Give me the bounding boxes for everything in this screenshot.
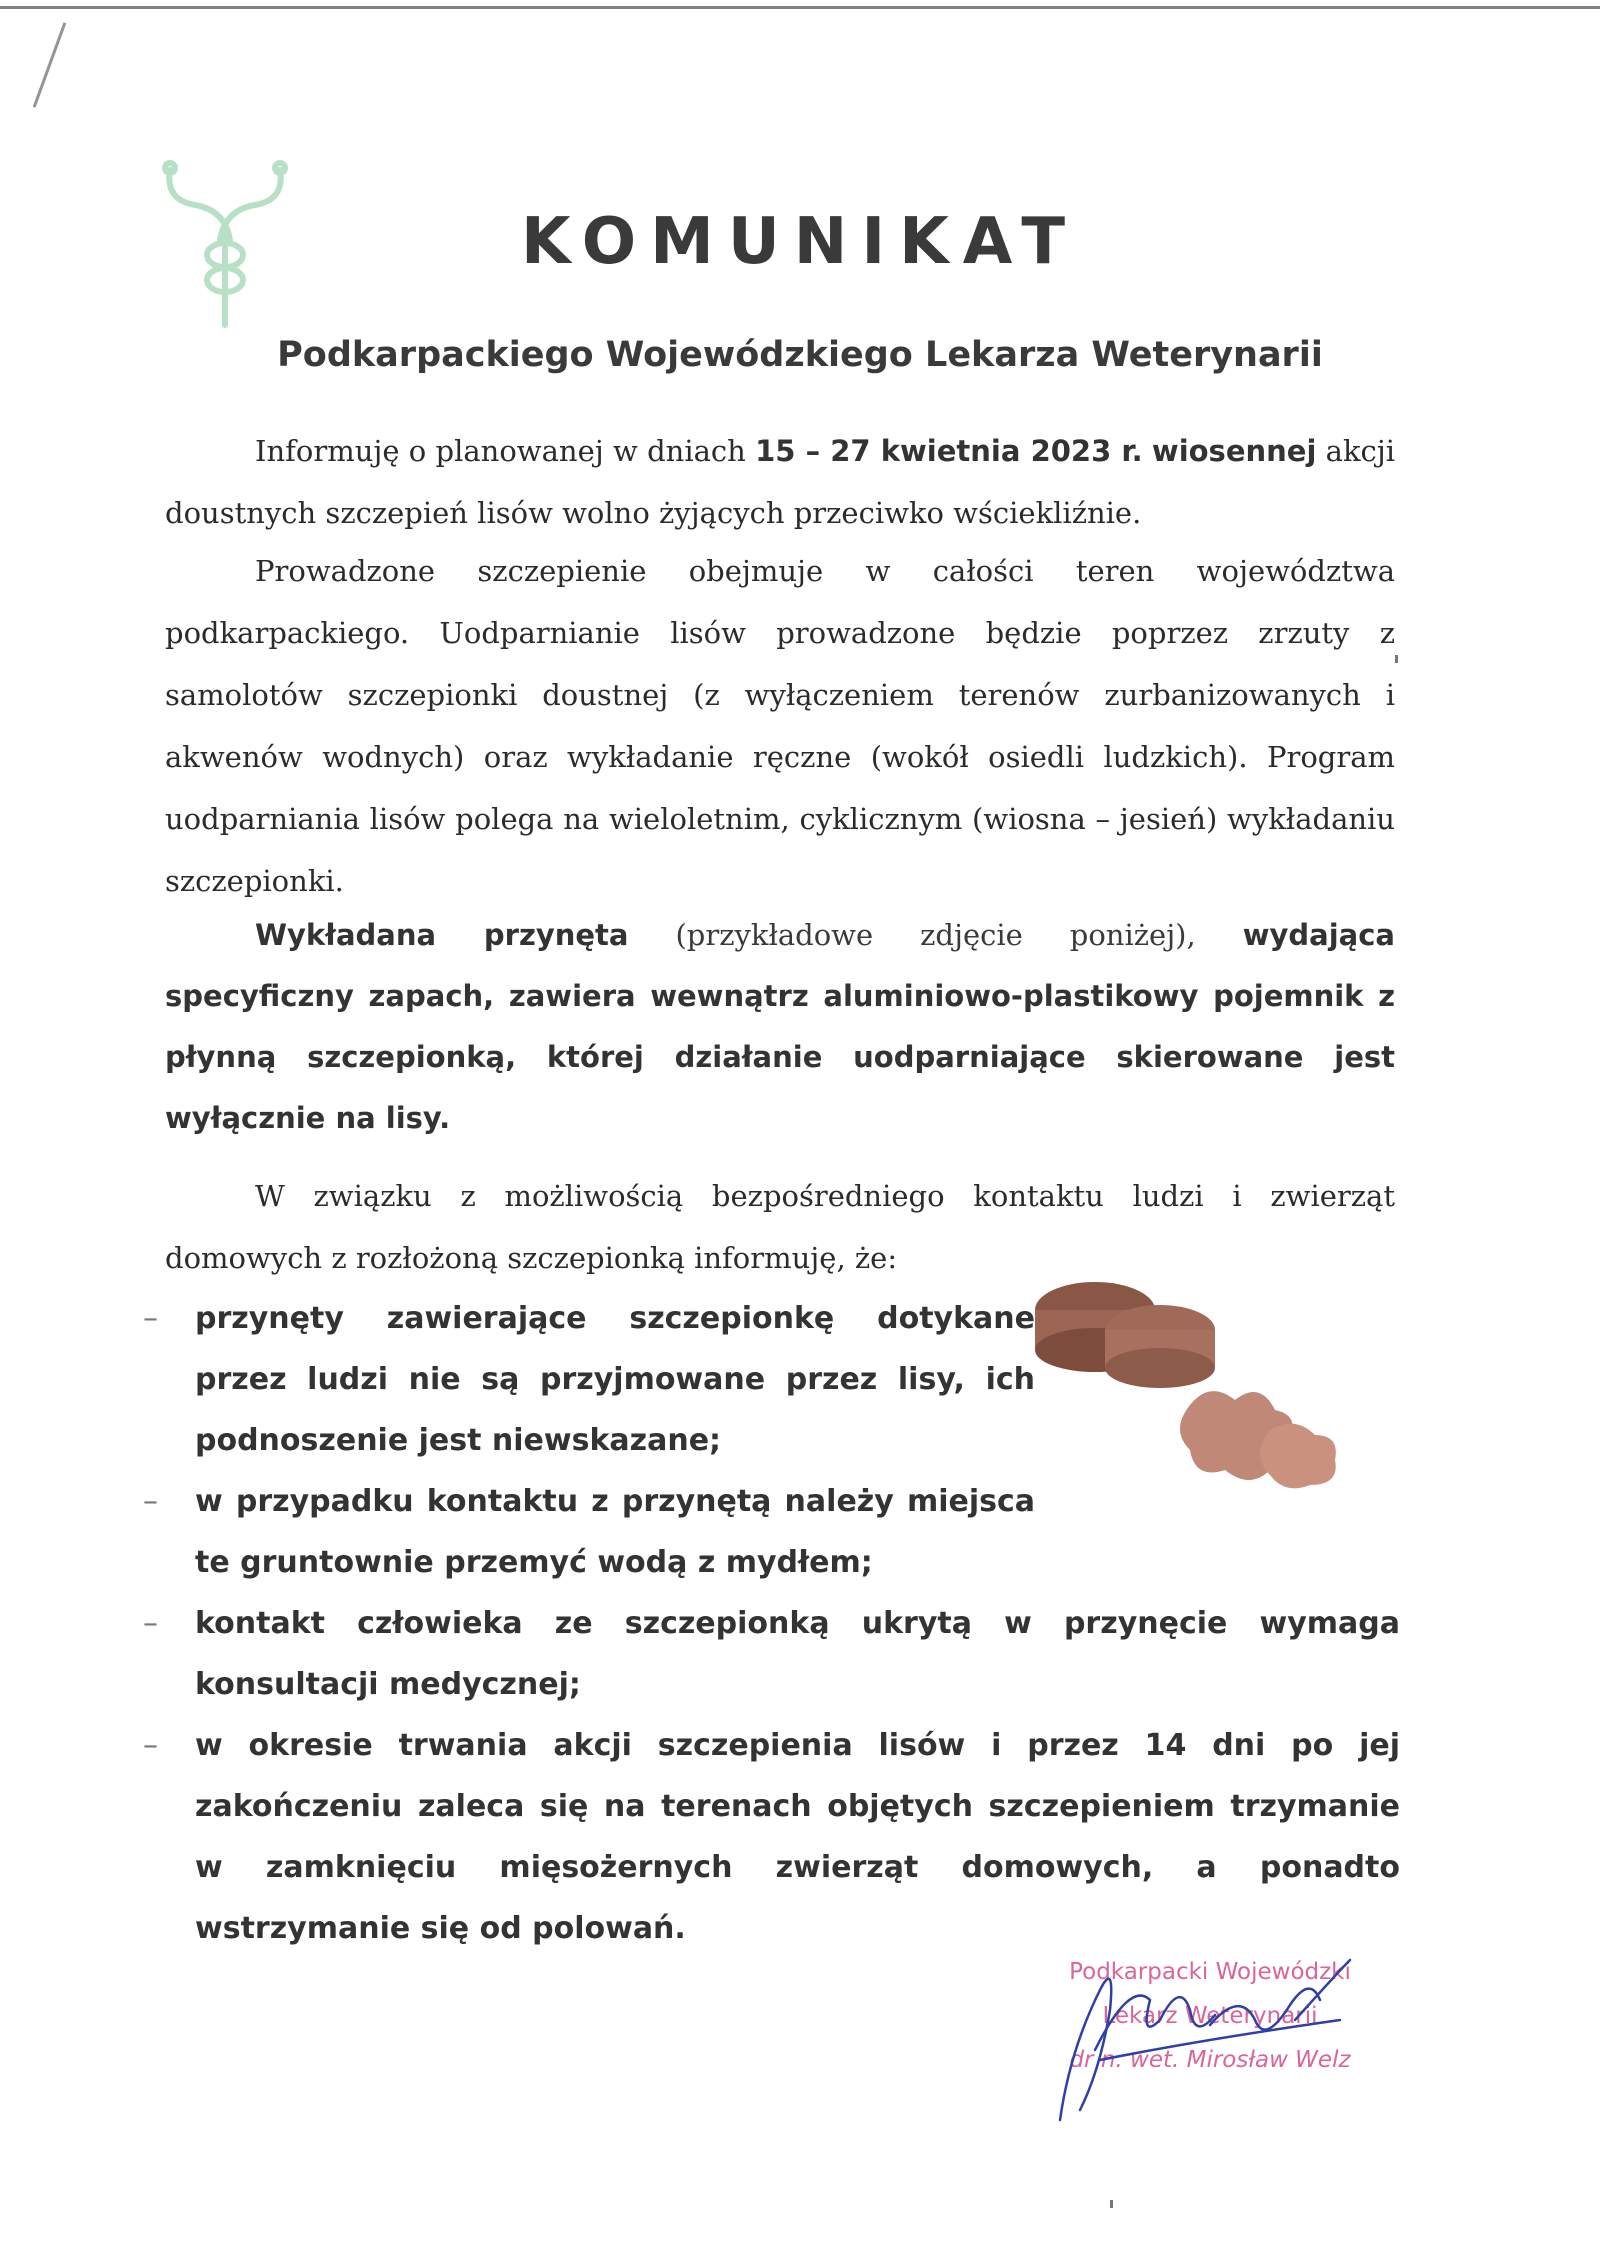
list-dash: – <box>143 1301 158 1336</box>
paragraph-bait <box>165 905 1395 1149</box>
bait-description: wydająca specyficzny zapach, zawiera wewnątrz aluminiowo-plastikowy pojemnik z płynną szczepionką, której działanie uodparniające skierowane jest wyłącznie na lisy. <box>165 918 1395 1135</box>
list-item <box>145 1471 1035 1593</box>
list-dash: – <box>143 1728 158 1763</box>
list-dash: – <box>143 1606 158 1641</box>
campaign-season: wiosennej <box>1151 434 1317 468</box>
stamp-line-1: Podkarpacki Wojewódzki <box>1069 1959 1351 1985</box>
list-item-text: w przypadku kontaktu z przynętą należy miejsca te gruntownie przemyć wodą z mydłem; <box>195 1484 1035 1580</box>
scan-fold-mark <box>33 22 67 108</box>
list-item-text: kontakt człowieka ze szczepionką ukrytą w przynęcie wymaga konsultacji medycznej; <box>195 1606 1400 1702</box>
list-item <box>145 1593 1400 1715</box>
scan-edge-line <box>0 6 1600 9</box>
scan-speck <box>1395 655 1398 663</box>
list-item <box>145 1288 1035 1471</box>
p1-text-c: akcji doustnych szczepień lisów wolno żyjących przeciwko wściekliźnie. <box>165 434 1396 530</box>
p1-text-a: Informuję o planowanej w dniach <box>255 434 756 468</box>
paragraph-contact: W związku z możliwością bezpośredniego kontaktu ludzi i zwierząt domowych z rozłożoną szczepionką informuję, że: <box>165 1179 1395 1275</box>
bait-photo-note: (przykładowe zdjęcie poniżej), <box>628 918 1243 952</box>
page-title: KOMUNIKAT <box>521 205 1079 279</box>
paragraph-scope: Prowadzone szczepienie obejmuje w całości teren województwa podkarpackiego. Uodparnianie lisów prowadzone będzie poprzez zrzuty z samolotów szczepionki doustnej (z wyłączeniem terenów zurbanizowanych i akwenów wodnych) oraz wykładanie ręczne (wokół osiedli ludzkich). Program uodparniania lisów polega na wieloletnim, cyklicznym (wiosna – jesień) wykładaniu szczepionki. <box>165 554 1395 898</box>
stamp-line-2: Lekarz Weterynarii <box>1102 2003 1318 2029</box>
page-subtitle: Podkarpackiego Wojewódzkiego Lekarza Weterynarii <box>277 335 1323 375</box>
paragraph-announcement <box>165 420 1395 544</box>
bait-photo <box>1000 1255 1380 1505</box>
scan-speck <box>1110 2200 1113 2208</box>
campaign-dates: 15 – 27 kwietnia 2023 r. <box>755 434 1143 468</box>
stamp-line-3: dr n. wet. Mirosław Welz <box>1069 2047 1351 2073</box>
bait-label: Wykładana przynęta <box>255 918 629 952</box>
list-dash: – <box>143 1484 158 1519</box>
list-item <box>145 1715 1400 1959</box>
p1-text-b <box>1143 434 1152 468</box>
list-item-text: w okresie trwania akcji szczepienia lisów i przez 14 dni po jej zakończeniu zaleca się na terenach objętych szczepieniem trzymanie w zamknięciu mięsożernych zwierząt domowych, a ponadto wstrzymanie się od polowań. <box>195 1728 1400 1946</box>
list-item-text: przynęty zawierające szczepionkę dotykane przez ludzi nie są przyjmowane przez lisy, ich podnoszenie jest niewskazane; <box>195 1301 1035 1458</box>
handwritten-signature <box>1040 1930 1360 2130</box>
